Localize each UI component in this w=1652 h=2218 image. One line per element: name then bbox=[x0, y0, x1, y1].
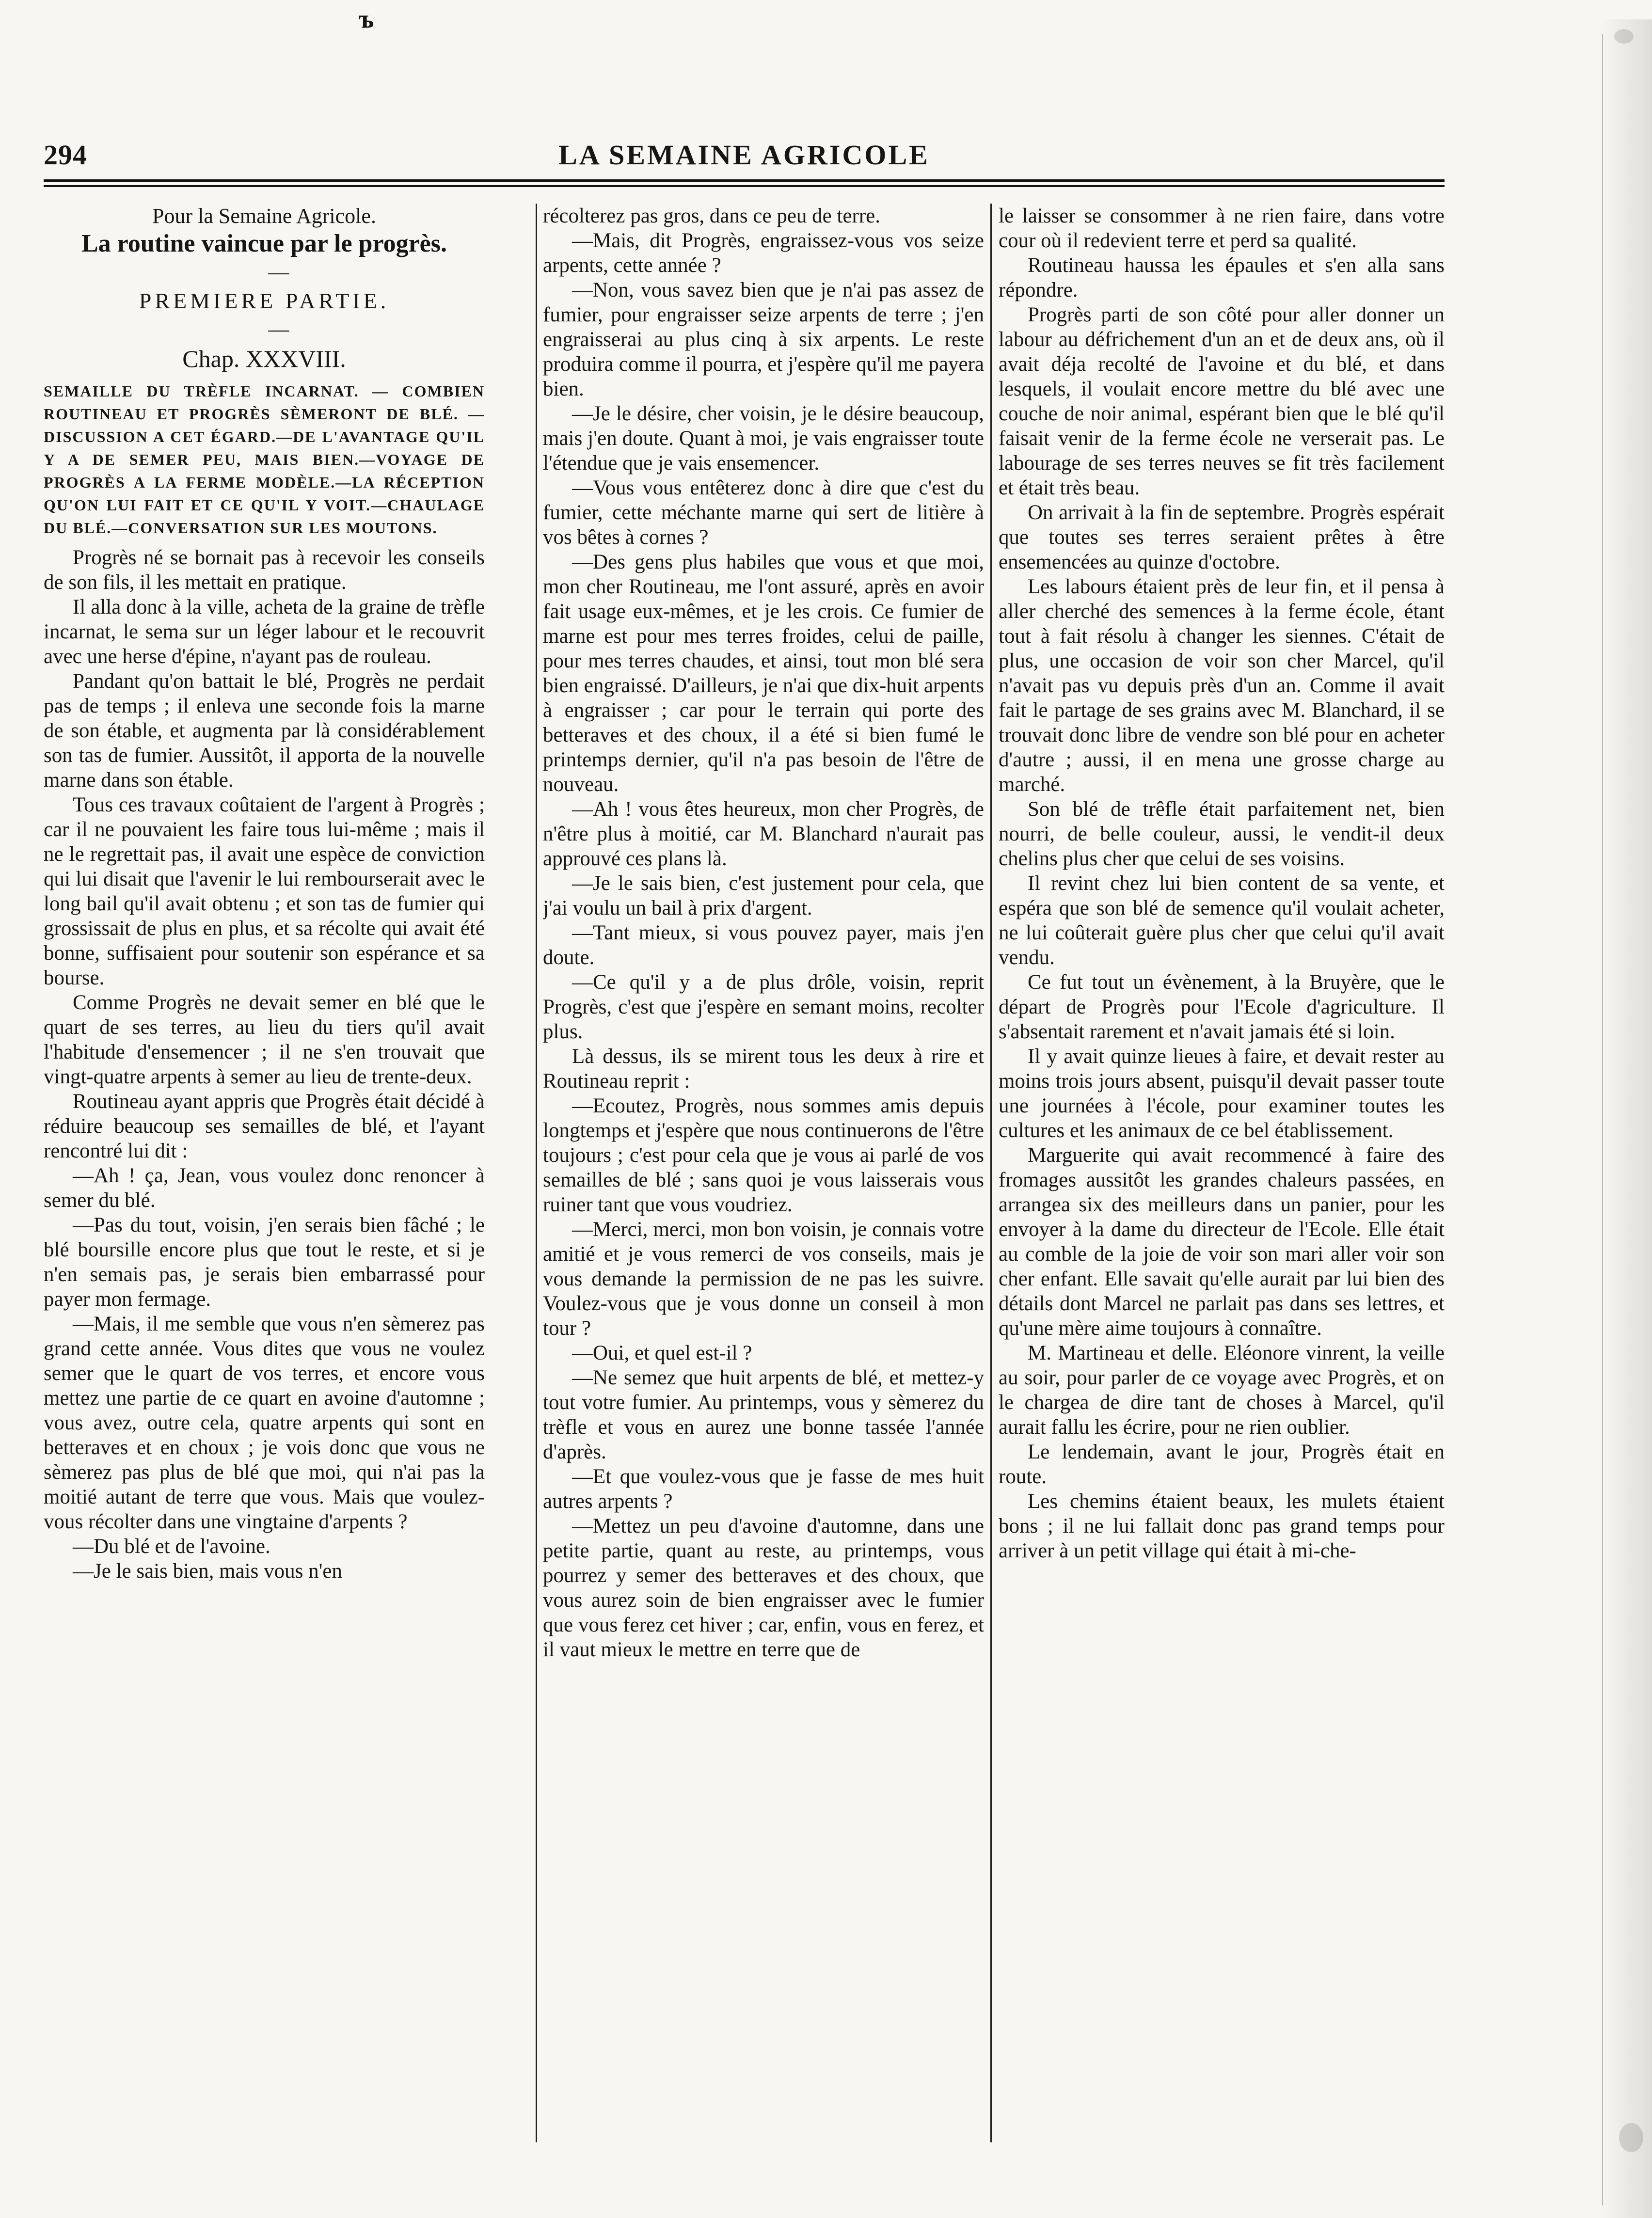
page-edge-shadow bbox=[1600, 19, 1652, 2218]
paragraph: —Du blé et de l'avoine. bbox=[73, 1535, 270, 1558]
paragraph: —Ah ! vous êtes heureux, mon cher Progrès, de n'être plus à moitié, car M. Blanchard n'aurait pas approuvé ces plans là. bbox=[543, 798, 984, 870]
paragraph: Tous ces travaux coûtaient de l'argent à Progrès ; car il ne pouvaient les faire tous lui-même ; mais il ne le regrettait pas, il avait une espèce de conviction qui lui disait que l'avenir le lui rembourserait avec le long bail qu'il avait obtenu ; et son tas de fumier qui grossissait de plus en plus, et sa récolte qui avait été bonne, suffisaient pour soutenir son espérance et sa bourse. bbox=[44, 793, 485, 989]
page-number: 294 bbox=[44, 139, 87, 171]
paragraph-continued: le laisser se consommer à ne rien faire, dans votre cour où il redevient terre et perd sa qualité. bbox=[999, 205, 1445, 252]
paragraph: —Ce qu'il y a de plus drôle, voisin, reprit Progrès, c'est que j'espère en semant moins, recolter plus. bbox=[543, 971, 984, 1043]
paragraph: Il alla donc à la ville, acheta de la graine de trèfle incarnat, le sema sur un léger labour et le recouvrit avec une herse d'épine, n'ayant pas de rouleau. bbox=[44, 596, 485, 668]
header-rule bbox=[44, 179, 1445, 182]
paragraph: Comme Progrès ne devait semer en blé que le quart de ses terres, au lieu du tiers qu'il avait l'habitude d'ensemencer ; il ne s'en trouvait que vingt-quatre arpents à semer au lieu de trente-deux. bbox=[44, 991, 485, 1088]
paragraph: Les labours étaient près de leur fin, et il pensa à aller cherché des semences à la ferme école, étant tout à fait résolu à changer les siennes. C'était de plus, une occasion de voir son cher Marcel, qu'il n'avait pas vu depuis près d'un an. Comme il avait fait le partage de ses grains avec M. Blanchard, il se trouvait donc libre de vendre son blé pour en acheter d'autre ; aussi, il en mena une grosse charge au marché. bbox=[999, 575, 1445, 796]
paragraph: —Vous vous entêterez donc à dire que c'est du fumier, cette méchante marne qui sert de litière à vos bêtes à cornes ? bbox=[543, 476, 984, 549]
paragraph: —Pas du tout, voisin, j'en serais bien fâché ; le blé boursille encore plus que tout le reste, et si je n'en semais pas, je serais bien embarrassé pour payer mon fermage. bbox=[44, 1214, 485, 1311]
journal-title: LA SEMAINE AGRICOLE bbox=[558, 139, 930, 171]
column-divider bbox=[990, 204, 992, 2142]
paragraph: Routineau haussa les épaules et s'en alla sans répondre. bbox=[999, 254, 1445, 301]
paragraph: On arrivait à la fin de septembre. Progrès espérait que toutes ses terres seraient prêtes à être ensemencées au quinze d'octobre. bbox=[999, 501, 1445, 573]
paragraph: Routineau ayant appris que Progrès était décidé à réduire beaucoup ses semailles de blé, et l'ayant rencontré lui dit : bbox=[44, 1090, 485, 1162]
paragraph: Pandant qu'on battait le blé, Progrès ne perdait pas de temps ; il enleva une seconde fois la marne de son étable, et augmenta par là considérablement son tas de fumier. Aussitôt, il apporta de la nouvelle marne dans son étable. bbox=[44, 670, 485, 792]
ink-smudge bbox=[1619, 2123, 1643, 2152]
paragraph: —Des gens plus habiles que vous et que moi, mon cher Routineau, me l'ont assuré, après en avoir fait usage eux-mêmes, et je les crois. Ce fumier de marne est pour mes terres froides, celui de paille, pour mes terres chaudes, et ainsi, tout mon blé sera bien engraissé. D'ailleurs, je n'ai que dix-huit arpents à engraisser ; car pour le terrain qui porte des betteraves et des choux, il a été si bien fumé le printemps dernier, qu'il n'a pas besoin de l'être de nouveau. bbox=[543, 551, 984, 796]
ink-smudge bbox=[1614, 29, 1634, 44]
chapter-summary: SEMAILLE DU TRÈFLE INCARNAT. — COMBIEN ROUTINEAU ET PROGRÈS SÈMERONT DE BLÉ. — DISCUSSION A CET ÉGARD.—DE L'AVANTAGE QU'IL Y A DE SEMER PEU, MAIS BIEN.—VOYAGE DE PROGRÈS A LA FERME MODÈLE.—LA RÉCEPTION QU'ON LUI FAIT ET CE QU'IL Y VOIT.—CHAULAGE DU BLÉ.—CONVERSATION SUR LES MOUTONS. bbox=[44, 382, 485, 537]
chapter-heading: Chap. XXXVIII. bbox=[182, 345, 346, 372]
paragraph: —Je le sais bien, mais vous n'en bbox=[73, 1560, 342, 1583]
paragraph: Ce fut tout un évènement, à la Bruyère, que le départ de Progrès pour l'Ecole d'agriculture. Il s'absentait rarement et n'avait jamais été si loin. bbox=[999, 971, 1445, 1043]
separator-dash: — bbox=[268, 318, 289, 341]
paragraph: Les chemins étaient beaux, les mulets étaient bons ; il ne lui fallait donc pas grand temps pour arriver à un petit village qui était à mi-che- bbox=[999, 1490, 1445, 1562]
column-1 bbox=[44, 204, 485, 2142]
serial-title: La routine vaincue par le progrès. bbox=[81, 230, 447, 257]
paragraph: —Ecoutez, Progrès, nous sommes amis depuis longtemps et j'espère que nous continuerons de l'être toujours ; c'est pour cela que je vous ai parlé de vos semailles de blé ; sans quoi je vous laisserais vous ruiner tant que vous voudriez. bbox=[543, 1094, 984, 1216]
paragraph: —Je le sais bien, c'est justement pour cela, que j'ai voulu un bail à prix d'argent. bbox=[543, 872, 984, 919]
paragraph: M. Martineau et delle. Eléonore vinrent, la veille au soir, pour parler de ce voyage avec Progrès, et on le chargea de dire tant de choses à Marcel, qu'il aurait fallu les écrire, pour ne rien oublier. bbox=[999, 1342, 1445, 1439]
paragraph-continued: récolterez pas gros, dans ce peu de terre. bbox=[543, 205, 880, 227]
paragraph: Le lendemain, avant le jour, Progrès était en route. bbox=[999, 1441, 1445, 1488]
paragraph: Il revint chez lui bien content de sa vente, et espéra que son blé de semence qu'il voulait acheter, ne lui coûterait guère plus cher que celui qu'il avait vendu. bbox=[999, 872, 1445, 969]
column-2 bbox=[543, 204, 984, 2142]
paragraph: Marguerite qui avait recommencé à faire des fromages aussitôt les grandes chaleurs passées, en arrangea six des meilleurs dans un panier, pour les envoyer à la dame du directeur de l'Ecole. Elle était au comble de la joie de voir son mari aller voir son cher enfant. Elle savait qu'elle aurait par lui bien des détails dont Marcel ne parlait pas dans ses lettres, et qu'une mère aime toujours à connaître. bbox=[999, 1144, 1445, 1340]
paragraph: —Tant mieux, si vous pouvez payer, mais j'en doute. bbox=[543, 921, 984, 969]
paragraph: —Mais, dit Progrès, engraissez-vous vos seize arpents, cette année ? bbox=[543, 229, 984, 277]
paragraph: —Merci, merci, mon bon voisin, je connais votre amitié et je vous remerci de vos conseils, mais je vous demande la permission de ne pas les suivre. Voulez-vous que je vous donne un conseil à mon tour ? bbox=[543, 1218, 984, 1340]
paragraph: —Non, vous savez bien que je n'ai pas assez de fumier, pour engraisser seize arpents de terre ; j'en engraisserai au plus cinq à six arpents. Le reste produira comme il pourra, et j'espère qu'il me payera bien. bbox=[543, 279, 984, 400]
page-header bbox=[44, 139, 1445, 177]
paragraph: —Oui, et quel est-il ? bbox=[572, 1342, 752, 1364]
separator-dash: — bbox=[268, 261, 289, 284]
paragraph: —Ne semez que huit arpents de blé, et mettez-y tout votre fumier. Au printemps, vous y sèmerez du trèfle et vous en aurez une bonne tassée l'année d'après. bbox=[543, 1366, 984, 1463]
paragraph: —Ah ! ça, Jean, vous voulez donc renoncer à semer du blé. bbox=[44, 1164, 485, 1212]
header-rule-double bbox=[44, 185, 1445, 187]
paragraph: Progrès né se bornait pas à recevoir les conseils de son fils, il les mettait en pratique. bbox=[44, 546, 485, 594]
paragraph: —Mettez un peu d'avoine d'automne, dans une petite partie, quant au reste, au printemps, vous pourrez y semer des betteraves et des choux, que vous aurez soin de bien engraisser avec le fumier que vous ferez cet hiver ; car, enfin, vous en ferez, et il vaut mieux le mettre en terre que de bbox=[543, 1515, 984, 1661]
part-heading: PREMIERE PARTIE. bbox=[139, 288, 390, 313]
paragraph: —Mais, il me semble que vous n'en sèmerez pas grand cette année. Vous dites que vous ne voulez semer que le quart de vos terres, et encore vous mettez une partie de ce quart en avoine d'automne ; vous avez, outre cela, quatre arpents qui sont en betteraves et en choux ; je vois donc que vous ne sèmerez pas plus de blé que moi, qui n'ai pas la moitié autant de terre que vous. Mais que voulez-vous récolter dans une vingtaine d'arpents ? bbox=[44, 1313, 485, 1533]
paragraph: Son blé de trêfle était parfaitement net, bien nourri, de belle couleur, aussi, le vendit-il deux chelins plus cher que celui de ses voisins. bbox=[999, 798, 1445, 870]
paragraph: Là dessus, ils se mirent tous les deux à rire et Routineau reprit : bbox=[543, 1045, 984, 1093]
ink-mark: ъ bbox=[359, 4, 374, 33]
page-edge-line bbox=[1602, 34, 1603, 2205]
serial-source-line: Pour la Semaine Agricole. bbox=[152, 204, 376, 228]
paragraph: —Je le désire, cher voisin, je le désire beaucoup, mais j'en doute. Quant à moi, je vais engraisser toute l'étendue que je vais ensemencer. bbox=[543, 402, 984, 475]
paragraph: Progrès parti de son côté pour aller donner un labour au défrichement d'un an et de deux ans, où il avait déja recolté de l'avoine et du blé, et dans lesquels, il voulait encore mettre du blé avec une couche de noir animal, espérant bien que le blé qu'il faisait venir de la ferme école ne verserait pas. Le labourage de ses terres neuves se fit très facilement et était très beau. bbox=[999, 303, 1445, 499]
paragraph: Il y avait quinze lieues à faire, et devait rester au moins trois jours absent, puisqu'il devait passer toute une journées à l'école, pour examiner toutes les cultures et les animaux de ce bel établissement. bbox=[999, 1045, 1445, 1142]
paragraph: —Et que voulez-vous que je fasse de mes huit autres arpents ? bbox=[543, 1465, 984, 1513]
column-3 bbox=[999, 204, 1445, 2142]
column-divider bbox=[536, 204, 537, 2142]
